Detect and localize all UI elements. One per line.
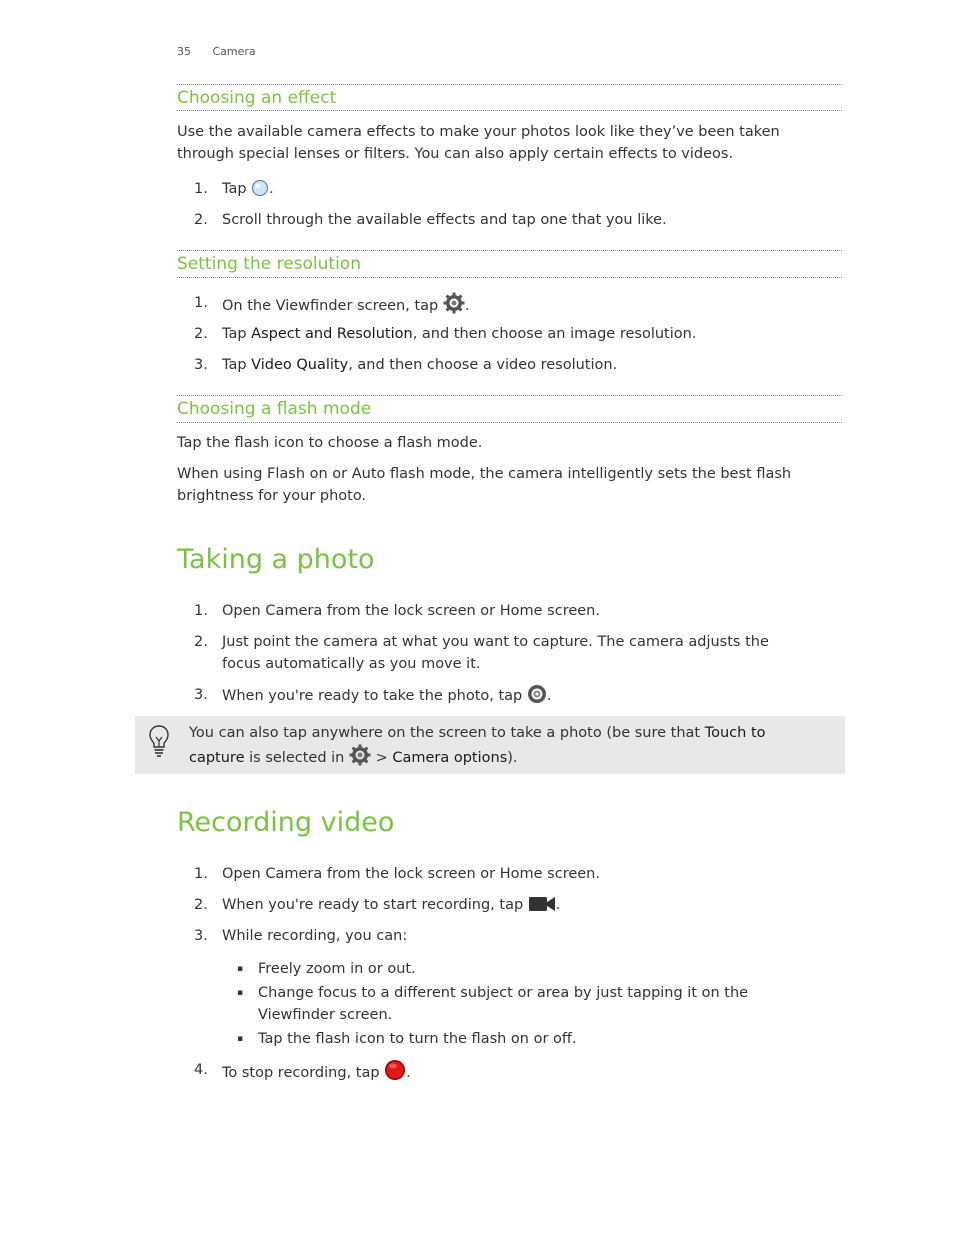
flash-para-2	[177, 463, 842, 507]
step-text-pre: Tap	[222, 181, 247, 197]
flash-para-2-line-1: When using Flash on or Auto flash mode, the camera intelligently sets the best flash	[177, 466, 792, 482]
bullet-marker: ▪	[237, 988, 244, 998]
step-text	[222, 894, 832, 920]
settings-gear-icon	[349, 744, 371, 773]
step-text: Scroll through the available effects and tap one that you like.	[222, 212, 667, 228]
step-text: While recording, you can:	[222, 928, 408, 944]
step-number: 3.	[194, 357, 208, 373]
step-number: 3.	[194, 928, 208, 944]
menu-separator: >	[375, 750, 388, 766]
step-text-pre: To stop recording, tap	[222, 1065, 380, 1081]
step-text	[222, 684, 832, 711]
settings-gear-icon	[443, 292, 465, 321]
step-text-post: .	[269, 181, 274, 197]
step-number: 4.	[194, 1062, 208, 1078]
step-number: 2.	[194, 634, 208, 650]
bullet-text: Tap the flash icon to turn the flash on or off.	[258, 1031, 577, 1047]
step-number: 3.	[194, 687, 208, 703]
ui-term-capture: capture	[189, 750, 245, 766]
step-text	[222, 631, 832, 675]
effect-intro-line-2: through special lenses or filters. You can also apply certain effects to videos.	[177, 146, 734, 162]
ui-term-aspect-resolution: Aspect and Resolution	[251, 326, 413, 342]
step-text-pre: Tap	[222, 357, 247, 373]
tip-text-pre: You can also tap anywhere on the screen to take a photo (be sure that	[189, 725, 701, 741]
step-text	[222, 354, 832, 376]
step-number: 1.	[194, 295, 208, 311]
step-text-post: .	[464, 298, 470, 314]
heading-recording-video: Recording video	[177, 807, 395, 838]
lightbulb-icon	[148, 724, 170, 762]
heading-setting-resolution: Setting the resolution	[177, 254, 361, 274]
bullet-text: Freely zoom in or out.	[258, 961, 416, 977]
flash-para-2-line-2: brightness for your photo.	[177, 488, 367, 504]
divider	[177, 110, 842, 111]
step-text-post: .	[546, 688, 552, 704]
step-number: 2.	[194, 326, 208, 342]
step-text-pre: On the Viewfinder screen, tap	[222, 298, 439, 314]
bullet-marker: ▪	[237, 1034, 244, 1044]
ui-term-camera-options: Camera options	[392, 750, 508, 766]
bullet-text	[258, 982, 818, 1026]
tip-box	[135, 716, 845, 774]
step-text-post: , and then choose an image resolution.	[412, 326, 697, 342]
step-text: Open Camera from the lock screen or Home screen.	[222, 603, 600, 619]
step-text-post: .	[555, 897, 561, 913]
tip-text-post: ).	[507, 750, 518, 766]
step-number: 1.	[194, 603, 208, 619]
record-stop-icon	[384, 1059, 406, 1088]
heading-choosing-effect: Choosing an effect	[177, 88, 337, 108]
tip-line-1	[189, 722, 829, 744]
heading-taking-photo: Taking a photo	[177, 544, 375, 575]
divider	[177, 395, 842, 396]
page-number: 35	[177, 45, 191, 58]
tip-line-2	[189, 744, 829, 773]
step-text: Open Camera from the lock screen or Home screen.	[222, 866, 600, 882]
divider	[177, 84, 842, 85]
flash-para-1: Tap the flash icon to choose a flash mode.	[177, 435, 483, 451]
chapter-name: Camera	[212, 45, 256, 58]
step-text-pre: Tap	[222, 326, 247, 342]
step-number: 2.	[194, 897, 208, 913]
step-number: 1.	[194, 866, 208, 882]
step-text-line-2: focus automatically as you move it.	[222, 656, 481, 672]
bullet-marker: ▪	[237, 964, 244, 974]
heading-flash-mode: Choosing a flash mode	[177, 399, 372, 419]
tip-text-mid: is selected in	[249, 750, 345, 766]
tip-text	[189, 722, 829, 773]
step-number: 1.	[194, 181, 208, 197]
divider	[177, 422, 842, 423]
effect-intro-line-1: Use the available camera effects to make your photos look like they’ve been taken	[177, 124, 780, 140]
step-text-line-1: Just point the camera at what you want to capture. The camera adjusts the	[222, 634, 769, 650]
divider	[177, 277, 842, 278]
bullet-text-line-1: Change focus to a different subject or area by just tapping it on the	[258, 985, 749, 1001]
step-text-pre: When you're ready to start recording, tap	[222, 897, 524, 913]
ui-term-video-quality: Video Quality	[251, 357, 349, 373]
video-camera-icon	[528, 895, 556, 920]
effects-icon	[251, 179, 269, 204]
step-text-pre: When you're ready to take the photo, tap	[222, 688, 523, 704]
page-header	[177, 45, 274, 58]
step-text-post: .	[406, 1065, 411, 1081]
step-text	[222, 1059, 832, 1088]
step-text	[222, 178, 832, 204]
shutter-icon	[527, 684, 547, 711]
step-text	[222, 323, 832, 345]
ui-term-touch-to: Touch to	[704, 725, 766, 741]
divider	[177, 250, 842, 251]
step-text	[222, 292, 832, 321]
effect-intro	[177, 121, 842, 165]
step-number: 2.	[194, 212, 208, 228]
bullet-text-line-2: Viewfinder screen.	[258, 1007, 393, 1023]
step-text-post: , and then choose a video resolution.	[348, 357, 618, 373]
